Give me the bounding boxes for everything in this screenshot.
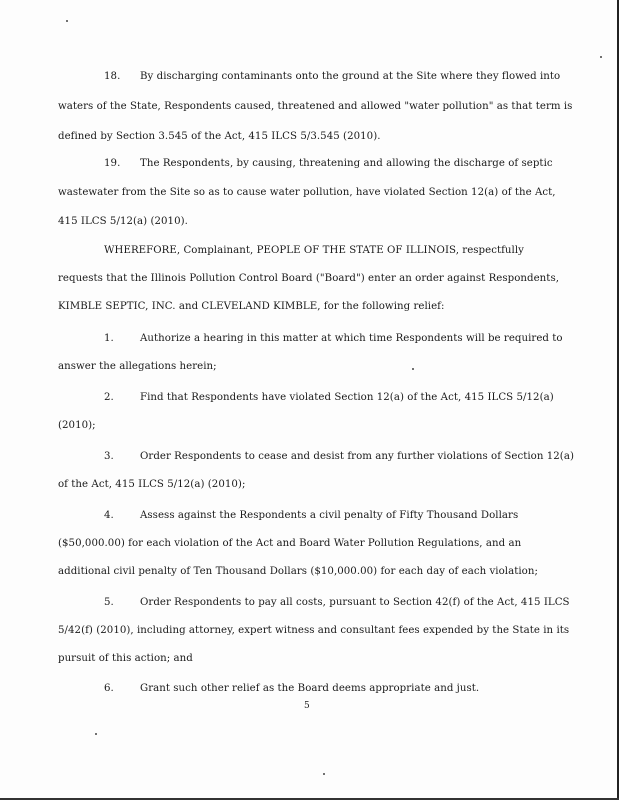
- paragraph-18-line-2: waters of the State, Respondents caused, threatened and allowed "water pollution" as that term is: [58, 101, 573, 112]
- relief-4-number: 4.: [104, 510, 114, 521]
- relief-4-line-1: Assess against the Respondents a civil penalty of Fifty Thousand Dollars: [140, 510, 519, 521]
- relief-4-line-2: ($50,000.00) for each violation of the Act and Board Water Pollution Regulations, and an: [58, 538, 522, 549]
- paragraph-18-number: 18.: [104, 71, 121, 82]
- scan-speck: [323, 773, 325, 775]
- paragraph-19-line-2: wastewater from the Site so as to cause water pollution, have violated Section 12(a) of the Act,: [58, 187, 556, 198]
- paragraph-19-line-1: The Respondents, by causing, threatening and allowing the discharge of septic: [140, 158, 553, 169]
- relief-3-line-1: Order Respondents to cease and desist from any further violations of Section 12(a): [140, 451, 574, 462]
- relief-2-line-2: (2010);: [58, 420, 96, 431]
- relief-1-number: 1.: [104, 333, 114, 344]
- scan-speck: [66, 20, 68, 22]
- paragraph-19-number: 19.: [104, 158, 121, 169]
- wherefore-line-2: requests that the Illinois Pollution Control Board ("Board") enter an order against Respondents,: [58, 273, 560, 284]
- relief-5-line-1: Order Respondents to pay all costs, pursuant to Section 42(f) of the Act, 415 ILCS: [140, 597, 570, 608]
- relief-1-line-2: answer the allegations herein;: [58, 361, 217, 372]
- scan-speck: [600, 56, 602, 58]
- relief-5-line-3: pursuit of this action; and: [58, 653, 193, 664]
- wherefore-line-1: WHEREFORE, Complainant, PEOPLE OF THE STATE OF ILLINOIS, respectfully: [104, 245, 524, 256]
- paragraph-19-line-3: 415 ILCS 5/12(a) (2010).: [58, 216, 188, 227]
- scan-speck: [412, 368, 414, 370]
- paragraph-18-line-3: defined by Section 3.545 of the Act, 415 ILCS 5/3.545 (2010).: [58, 131, 381, 142]
- paragraph-18-line-1: By discharging contaminants onto the ground at the Site where they flowed into: [140, 71, 561, 82]
- relief-5-number: 5.: [104, 597, 114, 608]
- relief-4-line-3: additional civil penalty of Ten Thousand Dollars ($10,000.00) for each day of each violation;: [58, 566, 538, 577]
- relief-3-line-2: of the Act, 415 ILCS 5/12(a) (2010);: [58, 479, 246, 490]
- page-number: 5: [304, 701, 310, 711]
- relief-5-line-2: 5/42(f) (2010), including attorney, expert witness and consultant fees expended by the State in its: [58, 625, 570, 636]
- relief-6-line-1: Grant such other relief as the Board deems appropriate and just.: [140, 683, 480, 694]
- relief-2-line-1: Find that Respondents have violated Section 12(a) of the Act, 415 ILCS 5/12(a): [140, 392, 554, 403]
- wherefore-line-3: KIMBLE SEPTIC, INC. and CLEVELAND KIMBLE, for the following relief:: [58, 301, 445, 312]
- relief-1-line-1: Authorize a hearing in this matter at which time Respondents will be required to: [140, 333, 563, 344]
- relief-3-number: 3.: [104, 451, 114, 462]
- relief-2-number: 2.: [104, 392, 114, 403]
- scan-speck: [95, 733, 97, 735]
- relief-6-number: 6.: [104, 683, 114, 694]
